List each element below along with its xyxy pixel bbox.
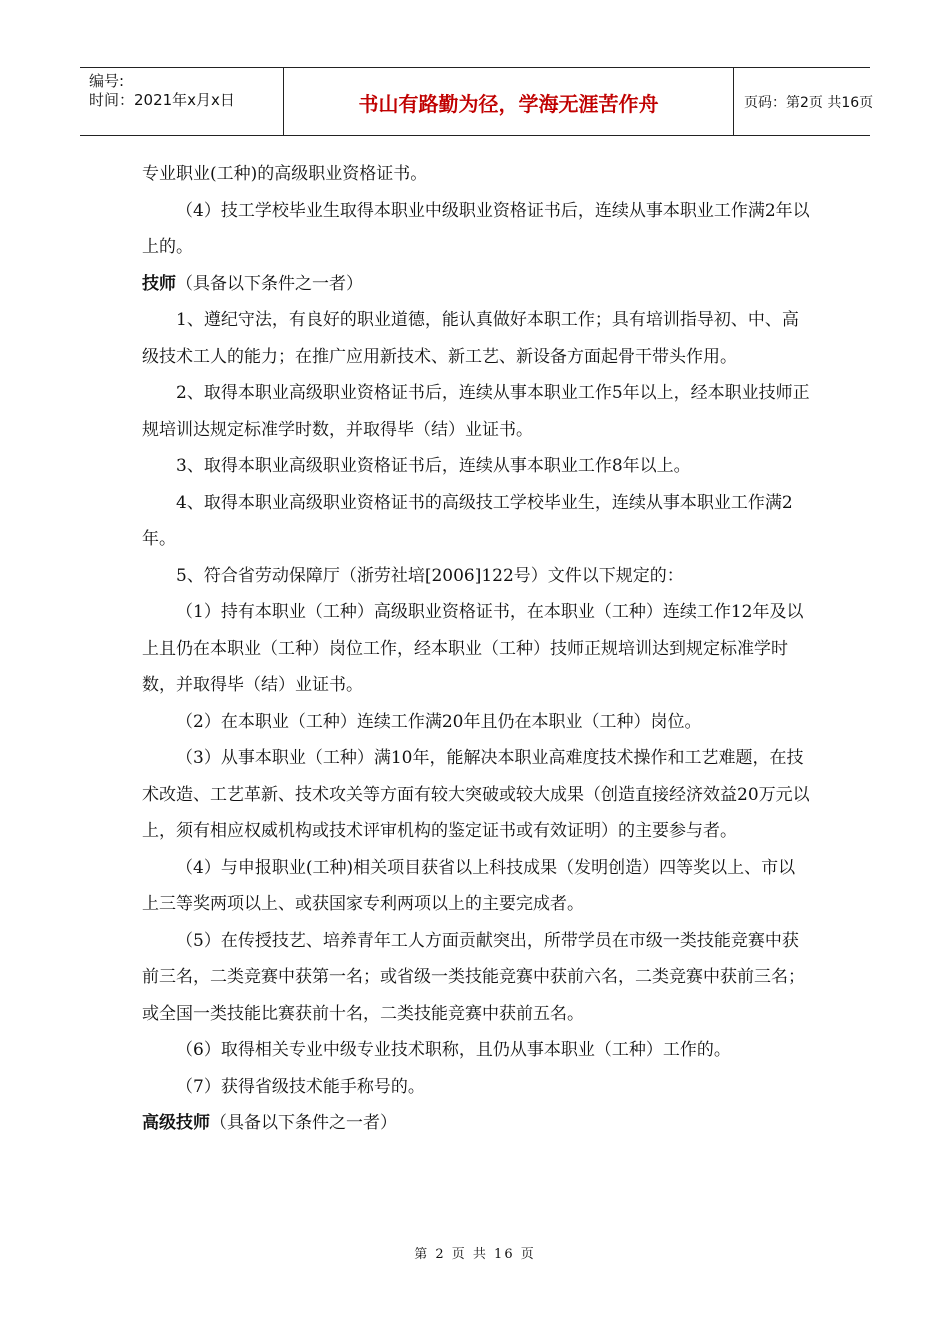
technician-condition-3: 3、取得本职业高级职业资格证书后，连续从事本职业工作8年以上。 [176,456,691,476]
header-page-code: 页码：第2页 共16页 [744,95,874,111]
section-heading-senior-technician [142,1105,812,1142]
serial-number-label: 编号: [89,72,125,90]
document-body [142,156,812,1142]
sub-condition-6: （6）取得相关专业中级专业技术职称，且仍从事本职业（工种）工作的。 [176,1040,731,1060]
section-title-senior-technician: 高级技师 [142,1113,210,1133]
sub-condition-2: （2）在本职业（工种）连续工作满20年且仍在本职业（工种）岗位。 [176,711,702,732]
technician-condition-5: 5、符合省劳动保障厅（浙劳社培[2006]122号）文件以下规定的： [176,565,684,586]
section-note-technician: （具备以下条件之一者） [176,273,363,294]
sub-condition-1: （1）持有本职业（工种）高级职业资格证书，在本职业（工种）连续工作12年及以上且仍在本职业（工种）岗位工作，经本职业（工种）技师正规培训达到规定标准学时数，并取得毕（结）业证书。 [142,602,804,695]
document-header [80,67,874,136]
technician-condition-2: 2、取得本职业高级职业资格证书后，连续从事本职业工作5年以上，经本职业技师正规培训达规定标准学时数，并取得毕（结）业证书。 [142,383,810,440]
technician-condition-4: 4、取得本职业高级职业资格证书的高级技工学校毕业生，连续从事本职业工作满2年。 [142,492,793,549]
header-right-cell [734,68,874,135]
header-left-cell [80,68,283,135]
section-title-technician: 技师 [142,273,176,294]
sub-condition-4: （4）与申报职业(工种)相关项目获省以上科技成果（发明创造）四等奖以上、市以上三等奖两项以上、或获国家专利两项以上的主要完成者。 [142,857,796,914]
sub-condition-5: （5）在传授技艺、培养青年工人方面贡献突出，所带学员在市级一类技能竞赛中获前三名，二类竞赛中获第一名；或省级一类技能竞赛中获前六名，二类竞赛中获前三名；或全国一类技能比赛获前十名，二类技能竞赛中获前五名。 [142,930,805,1024]
technician-condition-1: 1、遵纪守法，有良好的职业道德，能认真做好本职工作；具有培训指导初、中、高级技术工人的能力；在推广应用新技术、新工艺、新设备方面起骨干带头作用。 [142,310,799,367]
header-middle-cell [283,68,734,135]
section-note-senior-technician: （具备以下条件之一者） [210,1113,397,1133]
sub-condition-3: （3）从事本职业（工种）满10年，能解决本职业高难度技术操作和工艺难题，在技术改造、工艺革新、技术攻关等方面有较大突破或较大成果（创造直接经济效益20万元以上，须有相应权威机构或技术评审机构的鉴定证书或有效证明）的主要参与者。 [142,748,810,841]
header-motto: 书山有路勤为径，学海无涯苦作舟 [358,92,659,116]
section-heading-technician [142,266,812,303]
time-label: 时间：2021年x月x日 [89,91,235,109]
paragraph-continuation: 专业职业(工种)的高级职业资格证书。 [142,164,428,184]
page-footer: 第 2 页 共 16 页 [414,1247,536,1262]
paragraph-item-4: （4）技工学校毕业生取得本职业中级职业资格证书后，连续从事本职业工作满2年以上的。 [142,200,810,257]
sub-condition-7: （7）获得省级技术能手称号的。 [176,1076,425,1097]
